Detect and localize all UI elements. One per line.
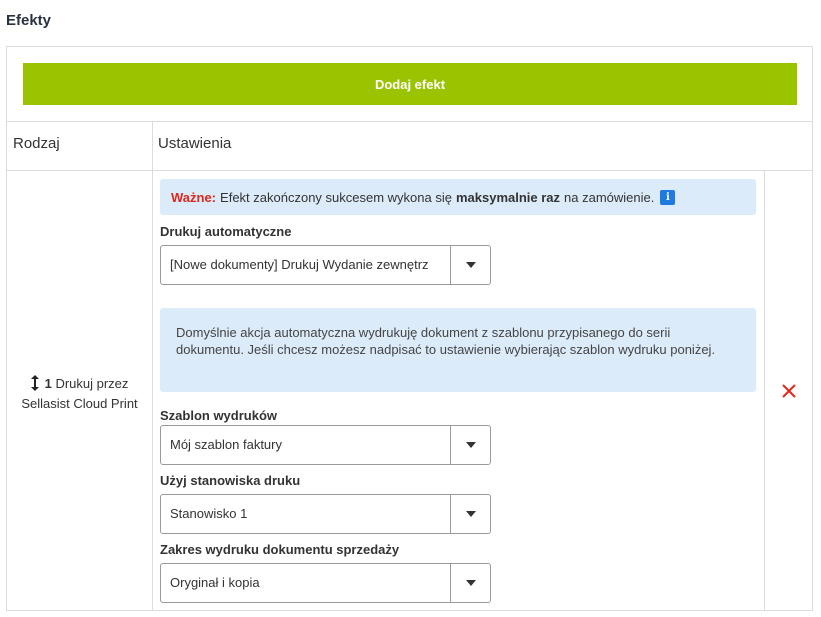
chevron-down-icon	[466, 442, 476, 448]
column-divider	[764, 171, 765, 610]
divider	[7, 170, 812, 171]
notice-text-after: na zamówienie.	[564, 189, 655, 205]
notice-text-before: Efekt zakończony sukcesem wykona się	[220, 189, 452, 205]
notice-bold: maksymalnie raz	[455, 189, 561, 205]
default-action-hint: Domyślnie akcja automatyczna wydrukuję dokument z szablonu przypisanego do serii dokumentu. Jeśli chcesz możesz nadpisać to ustawienie wybierając szablon wydruku poniżej.	[160, 308, 756, 392]
close-icon	[779, 381, 799, 401]
notice-important: Ważne:	[171, 189, 217, 205]
section-title: Efekty	[6, 12, 52, 29]
effect-type-line2: Sellasist Cloud Print	[21, 396, 138, 411]
station-label: Użyj stanowiska druku	[160, 473, 301, 488]
station-select[interactable]	[160, 494, 491, 534]
column-header-type: Rodzaj	[13, 135, 60, 152]
range-value: Oryginał i kopia	[170, 575, 260, 590]
effect-type-line1: Drukuj przez	[55, 376, 129, 391]
info-icon[interactable]: i	[660, 190, 675, 205]
effects-panel	[6, 46, 813, 611]
chevron-down-icon	[466, 262, 476, 268]
divider	[450, 426, 451, 464]
effect-number: 1	[44, 376, 52, 391]
divider	[450, 564, 451, 602]
template-label: Szablon wydruków	[160, 408, 278, 423]
chevron-down-icon	[466, 580, 476, 586]
column-divider	[152, 121, 153, 610]
chevron-down-icon	[466, 511, 476, 517]
column-header-settings: Ustawienia	[158, 135, 232, 152]
important-notice	[160, 179, 756, 215]
add-effect-button[interactable]: Dodaj efekt	[23, 63, 797, 105]
drag-handle-icon[interactable]	[31, 375, 39, 395]
divider	[450, 495, 451, 533]
divider	[450, 246, 451, 284]
range-select[interactable]	[160, 563, 491, 603]
template-value: Mój szablon faktury	[170, 437, 282, 452]
template-select[interactable]	[160, 425, 491, 465]
divider	[7, 121, 812, 122]
delete-effect-button[interactable]	[779, 381, 799, 401]
auto-print-value: [Nowe dokumenty] Drukuj Wydanie zewnętrz	[170, 257, 429, 272]
range-label: Zakres wydruku dokumentu sprzedaży	[160, 542, 400, 557]
effect-type-label	[7, 375, 152, 412]
auto-print-label: Drukuj automatyczne	[160, 224, 292, 239]
station-value: Stanowisko 1	[170, 506, 248, 521]
auto-print-select[interactable]	[160, 245, 491, 285]
